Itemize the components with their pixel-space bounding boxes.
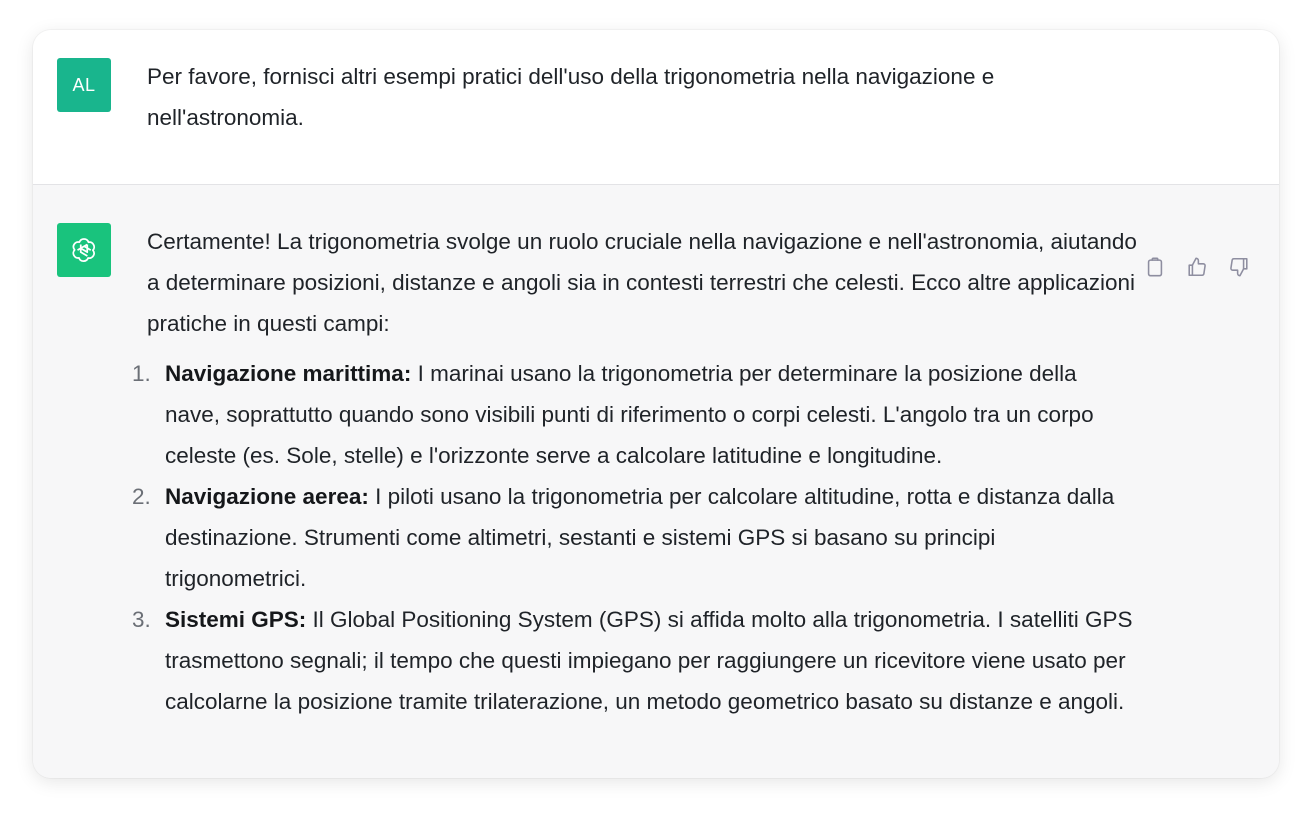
user-avatar: AL [57, 58, 111, 112]
thumbs-up-button[interactable] [1185, 255, 1209, 279]
list-item-number: 1. [132, 361, 151, 386]
thumbs-up-icon [1186, 256, 1208, 278]
user-message-row [33, 30, 1279, 185]
assistant-intro: Certamente! La trigonometria svolge un ruolo cruciale nella navigazione e nell'astronomia, aiutando a determinare posizioni, distanze e angoli sia in contesti terrestri che celesti. Ecco altre applicazioni pratiche in questi campi: [147, 229, 1137, 336]
list-item-text: I marinai usano la trigonometria per determinare la posizione della nave, soprattutto quando sono visibili punti di riferimento o corpi celesti. L'angolo tra un corpo celeste (es. Sole, stelle) e l'orizzonte serve a calcolare latitudine e longitudine. [165, 361, 1094, 468]
list-item [132, 599, 1137, 722]
clipboard-icon [1144, 256, 1166, 278]
thumbs-down-icon [1228, 256, 1250, 278]
assistant-numbered-list [132, 353, 1137, 722]
list-item [132, 476, 1137, 599]
openai-logo-icon [57, 223, 111, 277]
chat-conversation [33, 30, 1279, 778]
assistant-message-text [132, 221, 1137, 722]
list-item [132, 353, 1137, 476]
thumbs-down-button[interactable] [1227, 255, 1251, 279]
copy-button[interactable] [1143, 255, 1167, 279]
assistant-message-row [33, 185, 1279, 778]
list-item-number: 2. [132, 484, 151, 509]
list-item-number: 3. [132, 607, 151, 632]
list-item-title: Sistemi GPS: [165, 607, 307, 632]
list-item-text: I piloti usano la trigonometria per calcolare altitudine, rotta e distanza dalla destinazione. Strumenti come altimetri, sestanti e sistemi GPS si basano su principi trigonometrici. [165, 484, 1115, 591]
list-item-text: Il Global Positioning System (GPS) si affida molto alla trigonometria. I satelliti GPS trasmettono segnali; il tempo che questi impiegano per raggiungere un ricevitore viene usato per calcolarne la posizione tramite trilaterazione, un metodo geometrico basato su distanze e angoli. [165, 607, 1133, 714]
list-item-title: Navigazione marittima: [165, 361, 412, 386]
message-actions [1143, 255, 1251, 279]
user-message-text: Per favore, fornisci altri esempi pratici dell'uso della trigonometria nella navigazione e nell'astronomia. [147, 64, 995, 130]
list-item-title: Navigazione aerea: [165, 484, 369, 509]
